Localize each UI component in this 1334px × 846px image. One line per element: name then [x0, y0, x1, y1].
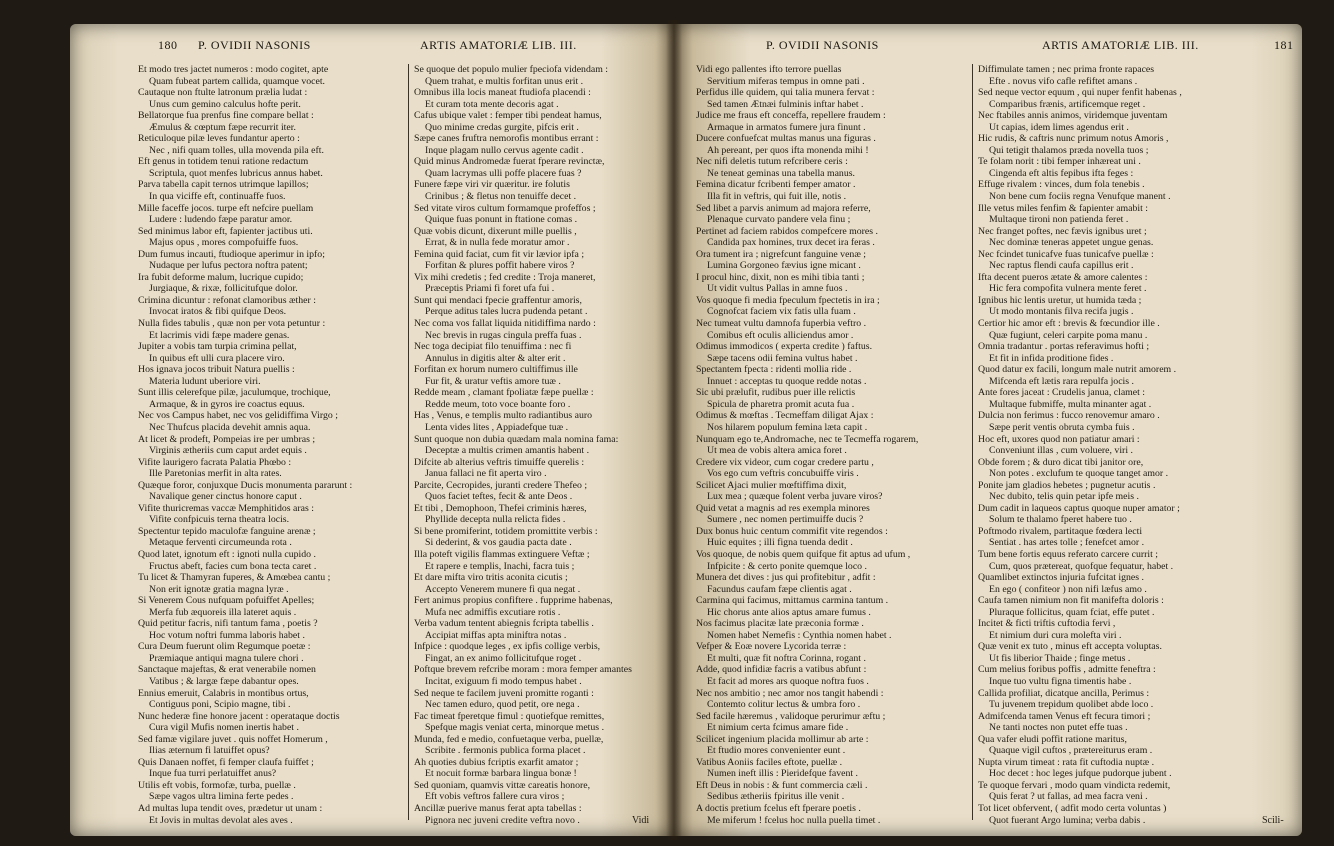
verse-line: Sed facile hæremus , validoque perurimur æftu ;: [696, 710, 886, 722]
verse-line: Illa fit in veftris, qui fuit ille, notis .: [707, 191, 847, 203]
verse-line: Nupta virum timeat : rata fit cuftodia nuptæ .: [978, 756, 1155, 768]
verse-line: Illa poteft vigilis flammas extinguere Veftæ ;: [414, 548, 590, 560]
verse-line: Vefper & Eoæ novere Lycorida terræ :: [696, 641, 847, 653]
verse-line: Hic rudis, & caftris nunc primum notus Amoris ,: [978, 133, 1169, 145]
verse-line: Cum, quos prætereat, quofque fequatur, habet .: [989, 560, 1174, 572]
verse-line: Quæque foror, conjuxque Ducis monumenta pararunt :: [138, 479, 353, 491]
verse-line: Tu juvenem trepidum quolibet abde loco .: [989, 699, 1154, 711]
verse-line: At licet & prodeft, Pompeias ire per umbras ;: [138, 433, 316, 445]
verse-line: Judice me fraus eft conceffa, repellere fraudem :: [696, 110, 886, 122]
verse-line: Nec , nifi quam tolles, ulla movenda pila eft.: [149, 144, 324, 156]
verse-line: Scribite . fermonis publica forma placet .: [425, 745, 586, 757]
verse-line: Crimina dicuntur : refonat clamoribus æther :: [138, 294, 316, 306]
verse-line: Reticuloque pilæ leves fundantur aperto :: [138, 133, 300, 145]
verse-line: Et rapere e templis, Inachi, facra tuis ;: [425, 560, 575, 572]
verse-line: Non bene cum fociis regna Venufque manent .: [989, 191, 1171, 203]
verse-line: Et fit in infida proditione fides .: [989, 352, 1114, 364]
verse-line: Comparibus frænis, artificemque reget .: [989, 98, 1146, 110]
verse-line: In qua viciffe eft, continuaffe fuos.: [149, 191, 286, 203]
verse-line: Quid petitur facris, nifi tantum fama , poetis ?: [138, 618, 318, 630]
verse-line: Virginis ætheriis cum caput ardet equis .: [149, 445, 307, 457]
verse-line: Fac timeat fperetque fimul : quotiefque remittes,: [414, 710, 605, 722]
verse-line: Odimus & mœftas . Tecmeffam diligat Ajax :: [696, 410, 874, 422]
verse-line: Janua fallaci ne fit aperta viro .: [425, 468, 547, 480]
verse-line: Et Jovis in multas devolat ales aves .: [149, 814, 293, 826]
right-page: [674, 24, 1302, 836]
verse-line: Armaque in armatos fumere jura finunt .: [707, 121, 866, 133]
verse-line: Dum cadit in laqueos captus quoque nuper amator ;: [978, 502, 1180, 514]
verse-line: Accepto Venerem munere fi qua negat .: [425, 583, 581, 595]
verse-line: Nec raptus flendi caufa capillus erit .: [989, 260, 1134, 272]
verse-line: Poftmodo rivalem, partitaque fœdera lecti: [978, 525, 1143, 537]
verse-line: Sentiat . has artes tolle ; fenefcet amor .: [989, 537, 1145, 549]
verse-line: Tum bene fortis equus referato carcere currit ;: [978, 548, 1158, 560]
verse-line: Ut mea de vobis altera amica foret .: [707, 445, 847, 457]
verse-line: Nec toga decipiat filo tenuiffima : nec fi: [414, 341, 572, 353]
verse-line: Præceptis Priami fi foret ufa fui .: [425, 283, 555, 295]
right-page-column-2: [978, 64, 1278, 826]
verse-line: Me miferum ! fcelus hoc nulla puella timet .: [707, 814, 881, 826]
verse-line: Merfa fub æquoreis illa lateret aquis .: [149, 606, 297, 618]
verse-line: Et curam tota mente decoris agat .: [425, 98, 559, 110]
verse-line: Sic ubi prælufit, rudibus puer ille relictis: [696, 387, 856, 399]
verse-line: Cura Deum fuerunt olim Regumque poetæ :: [138, 641, 311, 653]
verse-line: Navalique gener cinctus honore caput .: [149, 491, 302, 503]
verse-line: Ducere confuefcat multas manus una figuras .: [696, 133, 876, 145]
verse-line: Sed neque vector equum , qui nuper fenfit habenas ,: [978, 87, 1182, 99]
verse-line: Sunt illis celerefque pilæ, jaculumque, trochique,: [138, 387, 331, 399]
verse-line: Crinibus ; & fletus non tenuiffe decet .: [425, 191, 577, 203]
verse-line: Quot fuerant Argo lumina; verba dabis .: [989, 814, 1146, 826]
verse-line: Majus opus , mores compofuiffe fuos.: [149, 237, 299, 249]
verse-line: Hoc eft, uxores quod non patiatur amari :: [978, 433, 1140, 445]
verse-line: Quæ venit ex tuto , minus eft accepta voluptas.: [978, 641, 1162, 653]
verse-line: Omnia tradantur . portas referavimus hofti ;: [978, 341, 1150, 353]
verse-line: Pignora nec juveni credite veftra novo .: [425, 814, 580, 826]
verse-line: Hoc decet : hoc leges jufque pudorque jubent .: [989, 768, 1172, 780]
verse-line: Et nimium duri cura molefta viri .: [989, 629, 1122, 641]
verse-line: Sed libet a parvis animum ad majora referre,: [696, 202, 871, 214]
verse-line: Inque tuo vultu figna timentis habe .: [989, 675, 1132, 687]
verse-line: Femina quid faciat, cum fit vir lævior ipfa ;: [414, 248, 585, 260]
verse-line: Sæpe tacens odii femina vultus habet .: [707, 352, 858, 364]
verse-line: Et ftudio mores convenienter eunt .: [707, 745, 846, 757]
verse-line: Dux bonus huic centum commifit vite regendos :: [696, 525, 888, 537]
verse-line: Perfidus ille quidem, qui talia munera fervat :: [696, 87, 875, 99]
verse-line: In quibus eft ulli cura placere viro.: [149, 352, 285, 364]
verse-line: Vidi ego pallentes ifto terrore puellas: [696, 64, 842, 75]
verse-line: Materia ludunt uberiore viri.: [149, 375, 261, 387]
verse-line: Carmina qui facimus, mittamus carmina tantum .: [696, 595, 889, 607]
verse-line: Vos quoque, de nobis quem quifque fit aptus ad ufum ,: [696, 548, 911, 560]
verse-line: Nec brevis in rugas cingula preffa fuas .: [425, 329, 582, 341]
verse-line: Sed quoniam, quamvis vittæ careatis honore,: [414, 779, 591, 791]
verse-line: Nec dubito, telis quin petar ipfe meis .: [989, 491, 1139, 503]
verse-line: Te quoque fervari , modo quam vindicta redemit,: [978, 779, 1171, 791]
verse-line: Quæ fugiunt, celeri carpite poma manu .: [989, 329, 1148, 341]
verse-line: Spicula de pharetra promit acuta fua .: [707, 398, 855, 410]
verse-line: Scilicet ingenium placida mollimur ab arte :: [696, 733, 869, 745]
column-rule: [972, 64, 973, 820]
verse-line: Sed famæ vigilare juvet . quis noffet Homerum ,: [138, 733, 328, 745]
verse-line: Cautaque non ftulte latronum prælia ludat :: [138, 87, 308, 99]
verse-line: Callida profiliat, dicatque ancilla, Perimus :: [978, 687, 1150, 699]
verse-line: Non erit ignotæ gratia magna lyræ .: [149, 583, 289, 595]
verse-line: Ludere : ludendo fæpe paratur amor.: [149, 214, 293, 226]
verse-line: Nec franget poftes, nec fævis ignibus uret ;: [978, 225, 1147, 237]
verse-line: Facundus caufam fæpe clientis agat .: [707, 583, 852, 595]
open-book: [70, 14, 1320, 840]
running-head-title: ARTIS AMATORIÆ LIB. III.: [420, 38, 577, 52]
verse-line: Nec nifi deletis tutum refcribere ceris :: [696, 156, 848, 168]
verse-line: Munera det dives : jus qui profitebitur , adfit :: [696, 572, 876, 584]
verse-line: Metaque ferventi circumeunda rota .: [149, 537, 292, 549]
verse-line: Incitat, exiguum fi modo tempus habet .: [425, 675, 582, 687]
left-page: [70, 24, 674, 836]
verse-line: Nec Thufcus placida devehit amnis aqua.: [149, 421, 311, 433]
verse-line: Quam fubeat partem callida, quamque vocet.: [149, 75, 325, 87]
verse-line: Quid minus Andromedæ fuerat fperare revinctæ,: [414, 156, 605, 168]
verse-line: Quis Danaen noffet, fi femper claufa fuiffet ;: [138, 756, 314, 768]
verse-line: Scilicet Ajaci mulier mœftiffima dixit,: [696, 479, 847, 491]
verse-line: Redde meam , clamant fpoliatæ fæpe puellæ :: [414, 387, 594, 399]
verse-line: Hoc votum noftri fumma laboris habet .: [149, 629, 305, 641]
verse-line: Quod latet, ignotum eft : ignoti nulla cupido .: [138, 548, 316, 560]
verse-line: Nulla fides tabulis , quæ non per vota petuntur :: [138, 318, 326, 330]
verse-line: Vifite laurigero facrata Palatia Phœbo :: [138, 456, 292, 468]
verse-line: Nec tumeat vultu damnofa fuperbia veftro .: [696, 318, 867, 330]
verse-line: Si Venerem Cous nufquam pofuiffet Apelles;: [138, 595, 315, 607]
verse-line: Difcite ab alterius veftris timuiffe querelis :: [414, 456, 585, 468]
verse-line: Quique fuas ponunt in ftatione comas .: [425, 214, 578, 226]
verse-line: Effuge rivalem : vinces, dum fola tenebis .: [978, 179, 1145, 191]
verse-line: Nomen habet Nemefis : Cynthia nomen habet .: [707, 629, 892, 641]
verse-line: Quid vetat a magnis ad res exempla minores: [696, 502, 870, 514]
verse-line: Fur fit, & uratur veftis amore tuæ .: [425, 375, 561, 387]
verse-line: Mufa nec admiffis excutiare rotis .: [425, 606, 561, 618]
running-head-author: P. OVIDII NASONIS: [766, 38, 879, 52]
verse-line: Credere vix videor, cum cogar credere partu ,: [696, 456, 874, 468]
verse-line: Nos hilarem populum femina læta capit .: [707, 421, 868, 433]
left-page-column-1: [138, 64, 402, 826]
verse-line: Quos faciet teftes, fecit & ante Deos .: [425, 491, 573, 503]
book-gutter: [666, 20, 682, 840]
verse-line: Perque aditus tales lucra pudenda petant .: [425, 306, 588, 318]
verse-line: Eft vobis veftros fallere cura viros ;: [425, 791, 565, 803]
verse-line: Caufa tamen nimium non fit manifefta doloris :: [978, 595, 1164, 607]
verse-line: Ut vidit vultus Pallas in amne fuos .: [707, 283, 848, 295]
verse-line: Contiguus poni, Scipio magne, tibi .: [149, 699, 291, 711]
verse-line: Mille faceffe jocos. turpe eft nefcire puellam: [138, 202, 314, 214]
verse-line: Deceptæ a multis crimen amantis habent .: [425, 445, 590, 457]
verse-line: Bellatorque fua prenfus fine compare bellat :: [138, 110, 314, 122]
verse-line: Cognofcat faciem vix fatis ulla fuam .: [707, 306, 856, 318]
verse-line: Sæpe vagos ultra limina ferte pedes .: [149, 791, 294, 803]
verse-line: Admifcenda tamen Venus eft fecura timori ;: [978, 710, 1151, 722]
verse-line: Dum fumus incauti, ftudioque aperimur in ipfo;: [138, 248, 325, 260]
verse-line: Fingat, an ex animo follicitufque roget .: [425, 652, 582, 664]
verse-line: Et dare mifta viro tritis aconita cicutis ;: [414, 572, 568, 584]
verse-line: Omnibus illa locis maneat ftudiofa placendi :: [414, 87, 591, 99]
verse-line: Cum melius foribus poffis , admitte feneftra :: [978, 664, 1156, 676]
verse-line: Multaque tironi non patienda feret .: [989, 214, 1129, 226]
verse-line: Candida pax homines, trux decet ira feras .: [707, 237, 875, 249]
verse-line: Quod datur ex facili, longum male nutrit amorem .: [978, 364, 1177, 376]
verse-line: Sed tamen Ætnæi fulminis inftar habet .: [707, 98, 864, 110]
verse-line: Ne tanti noctes non putet effe tuas .: [989, 722, 1128, 734]
verse-line: Cafus ubique valet : femper tibi pendeat hamus,: [414, 110, 602, 122]
verse-line: Nudaque per lufus pectora noftra patent;: [149, 260, 308, 272]
verse-line: Ponite jam gladios hebetes ; pugnetur acutis .: [978, 479, 1156, 491]
verse-line: Et tibi , Demophoon, Thefei criminis hæres,: [414, 502, 587, 514]
verse-line: Pertinet ad faciem rabidos compefcere mores .: [696, 225, 878, 237]
verse-line: Tot licet obfervent, ( adfit modo certa voluntas ): [978, 803, 1167, 814]
verse-line: Quo minime credas gurgite, pifcis erit .: [425, 121, 579, 133]
verse-line: Dulcia non ferimus : fucco renovemur amaro .: [978, 410, 1160, 422]
verse-line: Cura vigil Mufis nomen inertis habet .: [149, 722, 299, 734]
verse-line: Pluraque follicitus, quam fciat, effe putet .: [989, 606, 1155, 618]
verse-line: Et multi, quæ fit noftra Corinna, rogant .: [707, 652, 866, 664]
verse-line: Vos quoque fi media fpeculum fpectetis in ira ;: [696, 294, 880, 306]
verse-line: Ah pereant, per quos ifta monenda mihi !: [707, 144, 869, 156]
verse-line: Redde meum, toto voce boante foro .: [425, 398, 571, 410]
running-head-title: ARTIS AMATORIÆ LIB. III.: [1042, 38, 1199, 52]
verse-line: Spefque magis veniat certa, minorque metus .: [425, 722, 605, 734]
verse-line: Inque plagam nullo cervus agente cadit .: [425, 144, 584, 156]
verse-line: Nec ftabiles annis animos, viridemque juventam: [978, 110, 1168, 122]
verse-line: Tu licet & Thamyran fuperes, & Amœbea cantu ;: [138, 572, 331, 584]
verse-line: Nos facimus placitæ late præconia formæ .: [696, 618, 864, 630]
verse-line: Fructus abeft, facies cum bona tecta caret .: [149, 560, 317, 572]
verse-line: Præmiaque antiqui magna tulere chori .: [149, 652, 304, 664]
verse-line: Sanctaque majeftas, & erat venerabile nomen: [138, 664, 316, 676]
verse-line: Accipiat miffas apta miniftra notas .: [425, 629, 567, 641]
verse-line: Jurgiaque, & rixæ, follicitufque dolor.: [149, 283, 298, 295]
verse-line: Vix mihi credetis ; fed credite : Troja maneret,: [414, 271, 596, 283]
verse-line: Ut modo montanis filva recifa jugis .: [989, 306, 1134, 318]
verse-line: Hos ignava jocos tribuit Natura puellis :: [138, 364, 295, 376]
verse-line: Qua vafer eludi poffit ratione maritus,: [978, 733, 1127, 745]
verse-line: Vifite confpicuis terna theatra locis.: [149, 514, 290, 526]
verse-line: Quam lacrymas ulli poffe placere fuas ?: [425, 167, 582, 179]
verse-line: Hic fera compofita vulnera mente feret .: [989, 283, 1147, 295]
verse-line: Diffimulate tamen ; nec prima fronte rapaces: [978, 64, 1155, 75]
verse-line: Forfitan & plures poffit habere viros ?: [425, 260, 575, 272]
verse-line: Ancillæ puerive manus ferat apta tabellas :: [414, 803, 582, 814]
verse-line: Et nocuit formæ barbara lingua bonæ !: [425, 768, 577, 780]
verse-line: Nec nos ambitio ; nec amor nos tangit habendi :: [696, 687, 884, 699]
verse-line: Eft Deus in nobis : & funt commercia cæli .: [696, 779, 868, 791]
verse-line: Et modo tres jactet numeros : modo cogitet, apte: [138, 64, 329, 75]
verse-line: Contemto colitur lectus & umbra foro .: [707, 699, 861, 711]
running-head: [70, 38, 674, 56]
page-number: 181: [1274, 38, 1294, 52]
verse-line: Verba vadum tentent abiegnis fcripta tabellis .: [414, 618, 594, 630]
verse-line: Ne teneat geminas una tabella manus.: [707, 167, 855, 179]
verse-line: Armaque, & in gyros ire coactus equus.: [149, 398, 305, 410]
verse-line: Si dederint, & vos gaudia pacta date .: [425, 537, 572, 549]
verse-line: Et lacrimis vidi fæpe madere genas.: [149, 329, 290, 341]
verse-line: Ille Paretonias merfit in alta rates.: [149, 468, 282, 480]
verse-line: Æmulus & cœptum fæpe recurrit iter.: [149, 121, 296, 133]
verse-line: Scriptula, quot menfes lubricus annus habet.: [149, 167, 323, 179]
verse-line: Adde, quod infidiæ facris a vatibus abfunt :: [696, 664, 867, 676]
verse-line: Et facit ad mores ars quoque noftra fuos .: [707, 675, 869, 687]
verse-line: Nunquam ego te,Andromache, nec te Tecmeffa rogarem,: [696, 433, 919, 445]
verse-line: Quæ vobis dicunt, dixerunt mille puellis ,: [414, 225, 577, 237]
verse-line: En ego ( confiteor ) non nifi læfus amo .: [989, 583, 1147, 595]
verse-line: Te folam norit : tibi femper inhæreat uni .: [978, 156, 1141, 168]
verse-line: Quem trahat, e multis forfitan unus erit .: [425, 75, 584, 87]
verse-line: Parva tabella capit ternos utrimque lapillos;: [138, 179, 309, 191]
verse-line: Innuet : acceptas tu quoque redde notas .: [707, 375, 867, 387]
verse-line: Errat, & in nulla fede moratur amor .: [425, 237, 570, 249]
verse-line: Forfitan ex horum numero cultiffimus ille: [414, 364, 578, 376]
verse-line: Hic chorus ante alios aptus amare fumus .: [707, 606, 871, 618]
verse-line: Has , Venus, e templis multo radiantibus auro: [414, 410, 593, 422]
verse-line: Solum te thalamo fperet habere tuo .: [989, 514, 1132, 526]
verse-line: Sedibus ætheriis fpiritus ille venit .: [707, 791, 845, 803]
verse-line: Spectentur tepido maculofæ fanguine arenæ ;: [138, 525, 316, 537]
verse-line: Plenaque curvato pandere vela finu ;: [707, 214, 851, 226]
verse-line: Sed neque te facilem juveni promitte roganti :: [414, 687, 594, 699]
verse-line: Et nimium certa fcimus amare fide .: [707, 722, 849, 734]
verse-line: Ille vetus miles fenfim & fapienter amabit :: [978, 202, 1149, 214]
verse-line: Parcite, Cecropides, juranti credere Thefeo ;: [414, 479, 588, 491]
verse-line: Quis ferat ? ut fallas, ad mea facra veni .: [989, 791, 1148, 803]
verse-line: Numen ineft illis : Pieridefque favent .: [707, 768, 858, 780]
verse-line: Unus cum gemino calculus hofte perit.: [149, 98, 301, 110]
verse-line: Ut capias, idem limes agendus erit .: [989, 121, 1129, 133]
verse-line: Poftque brevem refcribe moram : mora femper amantes: [414, 664, 632, 676]
verse-line: Lux mea ; quæque folent verba juvare viros?: [707, 491, 883, 503]
verse-line: Vatibus Aoniis faciles eftote, puellæ .: [696, 756, 843, 768]
verse-line: Ad multas lupa tendit oves, prædetur ut unam :: [138, 803, 323, 814]
verse-line: Nunc hederæ fine honore jacent : operataque doctis: [138, 710, 340, 722]
verse-line: Nec tamen eduro, quod petit, ore nega .: [425, 699, 580, 711]
verse-line: Huic equites ; illi figna tuenda dedit .: [707, 537, 853, 549]
verse-line: Fert animus propius confiftere . fupprime habenas,: [414, 595, 613, 607]
verse-line: Qui tetigit thalamos præda novella tuos ;: [989, 144, 1149, 156]
verse-line: Ante fores jaceat : Crudelis janua, clamet :: [978, 387, 1146, 399]
column-rule: [408, 64, 409, 820]
catchword: Vidi: [632, 815, 650, 826]
verse-line: Ira fubit deforme malum, lucrique cupido;: [138, 271, 304, 283]
verse-line: Certior hic amor eft : brevis & fœcundior ille .: [978, 318, 1160, 330]
verse-line: Munda, fed e medio, confuetaque verba, puellæ,: [414, 733, 604, 745]
verse-line: Jupiter a vobis tam turpia crimina pellat,: [138, 341, 297, 353]
page-number: 180: [158, 38, 178, 52]
verse-line: Ah quoties dubius fcriptis exarfit amator ;: [414, 756, 579, 768]
verse-line: Odimus immodicos ( experta credite ) faftus.: [696, 341, 873, 353]
verse-line: Ifta decent pueros ætate & amore calentes :: [978, 271, 1148, 283]
verse-line: Funere fæpe viri vir quæritur. ire folutis: [414, 179, 570, 191]
verse-line: Servitium miferas tempus in omne pati .: [707, 75, 865, 87]
verse-line: Nec vos Campus habet, nec vos gelidiffima Virgo ;: [138, 410, 338, 422]
verse-line: Spectantem fpecta : ridenti mollia ride .: [696, 364, 852, 376]
verse-line: A doctis pretium fcelus eft fperare poetis .: [696, 803, 861, 814]
verse-line: Multaque fubmiffe, multa minanter agat .: [989, 398, 1152, 410]
verse-line: Sæpe canes fruftra nemorofis montibus errant :: [414, 133, 599, 145]
verse-line: Ut fis liberior Thaide ; finge metus .: [989, 652, 1131, 664]
verse-line: Ignibus hic lentis uretur, ut humida tæda ;: [978, 294, 1142, 306]
verse-line: Efte . novus vifo cafle refiftet amans .: [989, 75, 1138, 87]
verse-line: Ora tument ira ; nigrefcunt fanguine venæ ;: [696, 248, 867, 260]
verse-line: Utilis eft vobis, formofæ, turba, puellæ .: [138, 779, 296, 791]
verse-line: Ennius emeruit, Calabris in montibus ortus,: [138, 687, 309, 699]
verse-line: Inque fua turri perlatuiffet anus?: [149, 768, 277, 780]
verse-line: Sumere , nec nomen pertimuiffe ducis ?: [707, 514, 864, 526]
verse-line: Se quoque det populo mulier fpeciofa videndam :: [414, 64, 608, 75]
verse-line: Eft genus in totidem tenui ratione redactum: [138, 156, 309, 168]
verse-line: Vifite thuricremas vaccæ Memphitidos aras :: [138, 502, 314, 514]
verse-line: Infpicite : & certo ponite quemque loco .: [707, 560, 867, 572]
verse-line: Femina dicatur fcribenti femper amator .: [696, 179, 856, 191]
catchword: Scili-: [1262, 815, 1284, 826]
verse-line: Phyllide decepta nulla relicta fides .: [425, 514, 566, 526]
verse-line: Si bene promiferint, totidem promittite verbis :: [414, 525, 598, 537]
verse-line: Incitet & ficti triftis cuftodia fervi ,: [978, 618, 1116, 630]
running-head-author: P. OVIDII NASONIS: [198, 38, 311, 52]
verse-line: I procul hinc, dixit, non es mihi tibia tanti ;: [696, 271, 865, 283]
verse-line: Invocat iratos & fibi quifque Deos.: [149, 306, 287, 318]
left-page-column-2: [414, 64, 666, 826]
verse-line: Cingenda eft altis fepibus ifta feges :: [989, 167, 1134, 179]
verse-line: Sed minimus labor eft, fapienter jactibus uti.: [138, 225, 313, 237]
right-page-column-1: [696, 64, 964, 826]
verse-line: Obde forem ; & duro dicat tibi janitor ore,: [978, 456, 1144, 468]
verse-line: Sunt quoque non dubia quædam mala nomina fama:: [414, 433, 619, 445]
verse-line: Mifcenda eft lætis rara repulfa jocis .: [989, 375, 1134, 387]
verse-line: Vatibus ; & largæ fæpe dabantur opes.: [149, 675, 299, 687]
verse-line: Vos ego cum veftris concubuiffe viris .: [707, 468, 859, 480]
verse-line: Non potes . exclufum te quoque tanget amor .: [989, 468, 1169, 480]
verse-line: Comibus eft oculis alliciendus amor .: [707, 329, 854, 341]
verse-line: Lenta vides lites , Appiadefque tuæ .: [425, 421, 569, 433]
verse-line: Nec fcindet tunicafve fuas tunicafve puellæ :: [978, 248, 1154, 260]
verse-line: Lumina Gorgoneo fævius igne micant .: [707, 260, 861, 272]
verse-line: Quamlibet extinctos injuria fufcitat ignes .: [978, 572, 1144, 584]
verse-line: Infpice : quodque leges , ex ipfis collige verbis,: [414, 641, 601, 653]
verse-line: Nec dominæ teneras appetet ungue genas.: [989, 237, 1154, 249]
verse-line: Conveniunt illas , cum voluere, viri .: [989, 445, 1133, 457]
verse-line: Nec coma vos fallat liquida nitidiffima nardo :: [414, 318, 596, 330]
running-head: [674, 38, 1302, 56]
verse-line: Sed vitate viros cultum formamque profeffos ;: [414, 202, 596, 214]
verse-line: Annulus in digitis alter & alter erit .: [425, 352, 566, 364]
verse-line: Ilias æternum fi latuiffet opus?: [149, 745, 270, 757]
verse-line: Sæpe perit ventis obruta cymba fuis .: [989, 421, 1135, 433]
verse-line: Sunt qui mendaci fpecie graffentur amoris,: [414, 294, 582, 306]
verse-line: Quaque vigil cuftos , prætereiturus eram .: [989, 745, 1153, 757]
